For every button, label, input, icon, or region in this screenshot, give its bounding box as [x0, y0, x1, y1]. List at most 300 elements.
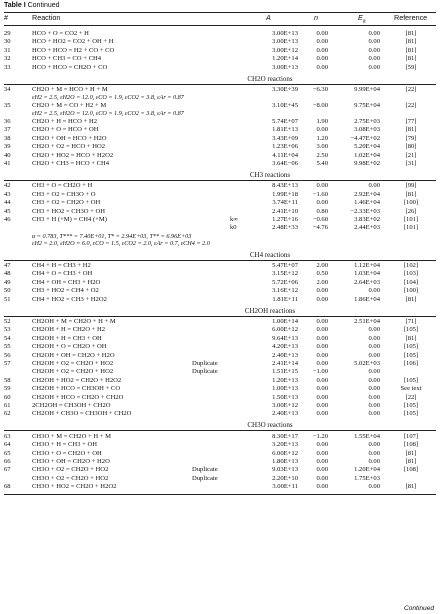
pre-exponential-a: 2.40E+13: [272, 410, 298, 418]
rate-parameters: εH2 = 2.0, εH2O = 6.0, εCO = 1.5, εCO2 = 2.0, εAr = 0.7, εCH4 = 2.0: [32, 240, 210, 248]
header-reaction: Reaction: [32, 13, 61, 22]
activation-energy: 0.00: [368, 334, 380, 342]
pre-exponential-a: 3.00E+13: [272, 30, 298, 37]
reference: [108]: [403, 441, 419, 449]
temperature-exponent-n: 0.00: [316, 441, 328, 449]
temperature-exponent-n: 0.00: [316, 182, 328, 190]
activation-energy: −2.33E+03: [350, 207, 380, 215]
activation-energy: 0.00: [368, 55, 380, 63]
reaction-equation: CH2OH + CH3O = CH3OH + CH2O: [32, 410, 132, 418]
activation-energy: 0.00: [368, 368, 380, 376]
reaction-equation: HCO + O = CO2 + H: [32, 30, 89, 37]
reaction-equation: CH4 + O = CH3 + OH: [32, 270, 93, 278]
activation-energy: 1.86E+04: [354, 295, 380, 303]
table-row: [4, 326, 436, 334]
activation-energy: 1.46E+04: [354, 199, 380, 207]
reference: [100]: [403, 287, 419, 295]
activation-energy: 2.51E+04: [354, 318, 380, 325]
reaction-equation: 2CH2OH = CH3OH + CH2O: [32, 402, 111, 409]
activation-energy: 2.92E+04: [354, 190, 380, 198]
reference: See text: [400, 385, 422, 393]
reaction-number: 57: [4, 360, 11, 367]
reaction-number: 34: [4, 86, 11, 93]
pre-exponential-a: 3.30E+39: [272, 86, 298, 93]
table-row: [4, 475, 436, 483]
reference: [105]: [403, 376, 419, 384]
activation-energy: 0.00: [368, 393, 380, 401]
table-continued-label: Continued: [27, 2, 60, 9]
temperature-exponent-n: 0.00: [316, 466, 328, 474]
reaction-equation: CH2O + H = HCO + H2: [32, 118, 98, 125]
activation-energy: 3.83E+02: [354, 216, 380, 223]
pre-exponential-a: 1.27E+16: [272, 216, 298, 223]
reaction-number: 46: [4, 216, 11, 223]
temperature-exponent-n: −1.60: [312, 190, 328, 198]
temperature-exponent-n: 0.00: [316, 30, 328, 37]
activation-energy: 0.00: [368, 449, 380, 457]
reference: [104]: [403, 278, 419, 286]
table-row: [4, 182, 436, 190]
temperature-exponent-n: 0.80: [316, 207, 328, 215]
activation-energy: 1.75E+03: [354, 474, 380, 482]
table-row: [4, 360, 436, 368]
reaction-number: 32: [4, 55, 11, 63]
activation-energy: 2.75E+03: [354, 118, 380, 125]
reference: [100]: [403, 199, 419, 207]
reference: [101]: [403, 216, 419, 223]
reaction-equation: CH2O + OH = HCO + H2O: [32, 134, 107, 142]
pre-exponential-a: 3.00E+11: [272, 483, 298, 491]
pre-exponential-a: 3.00E+12: [272, 402, 298, 409]
reference: [99]: [405, 182, 417, 190]
reaction-equation: CH2OH + H = CH3 + OH: [32, 334, 102, 342]
temperature-exponent-n: 0.50: [316, 270, 328, 278]
reaction-number: 60: [4, 393, 11, 401]
pre-exponential-a: 4.20E+13: [272, 343, 298, 351]
activation-energy: 0.00: [368, 441, 380, 449]
pre-exponential-a: 3.20E+13: [272, 441, 298, 449]
table-row: [4, 402, 436, 410]
table-row: [4, 55, 436, 63]
temperature-exponent-n: 0.00: [316, 63, 328, 71]
activation-energy: 9.99E+04: [354, 86, 380, 93]
table-row: [4, 102, 436, 110]
reference: [81]: [405, 46, 417, 54]
footer-continued: Continued: [403, 605, 434, 612]
pre-exponential-a: 3.00E+13: [272, 38, 298, 46]
pre-exponential-a: 1.00E+14: [272, 318, 298, 325]
reaction-equation: CH3 + O2 = CH2O + OH: [32, 199, 101, 207]
reference: [22]: [405, 86, 417, 93]
reaction-equation: CH2O + CH3 = HCO + CH4: [32, 160, 110, 167]
table-row: [4, 270, 436, 278]
activation-energy: 0.00: [368, 351, 380, 359]
activation-energy: 0.00: [368, 46, 380, 54]
activation-energy: 0.00: [368, 402, 380, 409]
table-row: [4, 483, 436, 491]
pre-exponential-a: 2.20E+10: [272, 474, 298, 482]
section-title: CH2O reactions: [247, 74, 293, 83]
header-ea: $E_a$: [358, 13, 366, 25]
temperature-exponent-n: 0.00: [316, 38, 328, 46]
reaction-equation: CH2OH + HO2 = CH2O + H2O2: [32, 376, 122, 384]
table-row: [4, 352, 436, 360]
activation-energy: −4.47E+02: [350, 134, 380, 142]
reaction-number: 29: [4, 30, 11, 37]
reaction-number: 40: [4, 151, 11, 159]
reaction-equation: CH3O + O2 = CH2O + HO2: [32, 474, 109, 482]
reaction-number: 44: [4, 199, 11, 207]
activation-energy: 0.00: [368, 483, 380, 491]
table-row: [4, 86, 436, 94]
temperature-exponent-n: 1.20: [316, 134, 328, 142]
reference: [71]: [405, 318, 417, 325]
bottom-rule: [4, 494, 436, 495]
reaction-number: 58: [4, 376, 11, 384]
table-row: [4, 262, 436, 270]
reaction-equation: CH2OH + HCO = CH3OH + CO: [32, 385, 121, 393]
temperature-exponent-n: 2.50: [316, 151, 328, 159]
table-row: [4, 47, 436, 55]
pre-exponential-a: 1.50E+13: [272, 393, 298, 401]
pre-exponential-a: 4.11E+04: [272, 151, 298, 159]
pre-exponential-a: 1.00E+13: [272, 385, 298, 393]
table-title: [4, 2, 60, 9]
reference: [77]: [405, 118, 417, 125]
activation-energy: 2.64E+03: [354, 278, 380, 286]
table-row: [4, 118, 436, 126]
reference: [105]: [403, 402, 419, 409]
activation-energy: 0.00: [368, 287, 380, 295]
activation-energy: 1.20E+04: [354, 466, 380, 474]
reaction-number: 37: [4, 126, 11, 134]
rate-parameters: εH2 = 2.5, εH2O = 12.0, εCO = 1.9, εCO2 = 3.8, εAr = 0.87: [32, 94, 184, 102]
table-row: [4, 38, 436, 46]
reference: [81]: [405, 30, 417, 37]
reaction-number: 54: [4, 334, 11, 342]
temperature-exponent-n: 0.00: [316, 458, 328, 465]
section-rule: [4, 316, 436, 317]
duplicate-note: Duplicate: [192, 466, 218, 474]
table-row: [4, 191, 436, 199]
temperature-exponent-n: 0.00: [316, 483, 328, 491]
table-label: Table I: [4, 2, 26, 9]
duplicate-note: Duplicate: [192, 360, 218, 367]
activation-energy: 9.75E+04: [354, 102, 380, 109]
table-row: [4, 64, 436, 72]
pre-exponential-a: 1.20E+13: [272, 376, 298, 384]
reaction-number: 36: [4, 118, 11, 125]
pre-exponential-a: 8.43E+13: [272, 182, 298, 190]
temperature-exponent-n: −8.00: [312, 102, 328, 109]
temperature-exponent-n: −0.60: [312, 216, 328, 223]
reaction-equation: CH2O + O2 = HCO + HO2: [32, 143, 106, 151]
table-row: [4, 279, 436, 287]
reaction-equation: CH3 + O = CH2O + H: [32, 182, 93, 190]
temperature-exponent-n: 0.00: [316, 334, 328, 342]
reference: [105]: [403, 343, 419, 351]
pre-exponential-a: 3.16E+12: [272, 287, 298, 295]
pre-exponential-a: 2.41E+14: [272, 360, 298, 367]
reaction-number: 59: [4, 385, 11, 393]
reaction-number: 35: [4, 102, 11, 109]
reaction-number: 48: [4, 270, 11, 278]
header-rule: [4, 25, 436, 26]
reaction-equation: CH4 + OH = CH3 + H2O: [32, 278, 101, 286]
reaction-number: 38: [4, 134, 11, 142]
table-row: [4, 160, 436, 168]
pre-exponential-a: 1.20E+14: [272, 55, 298, 63]
pre-exponential-a: 9.64E+13: [272, 334, 298, 342]
section-title: CH4 reactions: [249, 250, 291, 259]
temperature-exponent-n: 0.00: [316, 474, 328, 482]
activation-energy: 5.20E+04: [354, 143, 380, 151]
reference: [81]: [405, 334, 417, 342]
reference: [21]: [405, 151, 417, 159]
reaction-number: 33: [4, 63, 11, 71]
reference: [108]: [403, 466, 419, 474]
reaction-equation: CH2OH + O2 = CH2O + HO2: [32, 360, 114, 367]
pre-exponential-a: 3.00E+12: [272, 46, 298, 54]
temperature-exponent-n: 0.00: [316, 385, 328, 393]
pre-exponential-a: 3.74E+11: [272, 199, 298, 207]
section-rule: [4, 180, 436, 181]
reference: [31]: [405, 160, 417, 167]
reaction-number: 66: [4, 458, 11, 465]
activation-energy: 0.00: [368, 30, 380, 37]
reaction-equation: CH2O + M = CO + H2 + M: [32, 102, 107, 109]
section-title: CH3O reactions: [247, 421, 293, 430]
temperature-exponent-n: 5.40: [316, 160, 328, 167]
reaction-equation: HCO + HCO = CH2O + CO: [32, 63, 108, 71]
reference: [79]: [405, 134, 417, 142]
reaction-number: 45: [4, 207, 11, 215]
temperature-exponent-n: 0.00: [316, 376, 328, 384]
reaction-equation: CH3 + H (+M) = CH4 (+M): [32, 216, 107, 223]
table-row: [4, 135, 436, 143]
rate-parameters: α = 0.783, T*** = 7.40E+01, T* = 2.94E+03, T** = 6.96E+03: [32, 232, 192, 240]
activation-energy: 0.00: [368, 182, 380, 190]
table-row: [4, 224, 436, 232]
pre-exponential-a: 8.30E+17: [272, 432, 298, 440]
reference: [103]: [403, 270, 419, 278]
reaction-number: 31: [4, 46, 11, 54]
reaction-equation: CH2OH + H = CH2O + H2: [32, 326, 106, 334]
section-rule: [4, 84, 436, 85]
pre-exponential-a: 3.15E+12: [272, 270, 298, 278]
duplicate-note: Duplicate: [192, 474, 218, 482]
reference: [105]: [403, 351, 419, 359]
top-rule: [4, 12, 436, 13]
reaction-equation: HCO + CH3 = CO + CH4: [32, 55, 102, 63]
reaction-number: 63: [4, 432, 11, 440]
reaction-number: 49: [4, 278, 11, 286]
pre-exponential-a: 2.41E+10: [272, 207, 298, 215]
section-title: CH3 reactions: [249, 170, 291, 179]
reference: [106]: [403, 360, 419, 367]
header-reference: Reference: [394, 13, 428, 22]
header-a: A: [266, 13, 271, 22]
pre-exponential-a: 5.72E+06: [272, 278, 298, 286]
reaction-equation: CH2OH + HCO = CH2O + CH2O: [32, 393, 124, 401]
section-rule: [4, 260, 436, 261]
temperature-exponent-n: −4.76: [312, 224, 328, 232]
temperature-exponent-n: 0.00: [316, 360, 328, 367]
header-n: n: [314, 13, 318, 22]
reaction-number: 39: [4, 143, 11, 151]
reaction-equation: HCO + HCO = H2 + CO + CO: [32, 46, 115, 54]
rate-limit-label: k0: [230, 224, 237, 232]
reference: [81]: [405, 458, 417, 465]
activation-energy: 5.02E+03: [354, 360, 380, 367]
reaction-number: 51: [4, 295, 11, 303]
table-row: [4, 152, 436, 160]
reaction-equation: CH2OH + M = CH2O + H + M: [32, 318, 116, 325]
reaction-equation: CH4 + H = CH3 + H2: [32, 262, 91, 269]
reaction-equation: CH2O + HO2 = HCO + H2O2: [32, 151, 114, 159]
activation-energy: 0.00: [368, 376, 380, 384]
reference: [81]: [405, 483, 417, 491]
temperature-exponent-n: −1.00: [312, 368, 328, 376]
temperature-exponent-n: 0.00: [316, 410, 328, 418]
table-row: [4, 343, 436, 351]
table-row: [4, 318, 436, 326]
reaction-equation: CH3O + OH = CH2O + H2O: [32, 458, 110, 465]
temperature-exponent-n: 0.00: [316, 126, 328, 134]
reaction-equation: CH2O + M = HCO + H + M: [32, 86, 108, 93]
table-row: [4, 296, 436, 304]
reaction-equation: CH4 + HO2 = CH3 + H2O2: [32, 295, 107, 303]
reaction-number: 55: [4, 343, 11, 351]
reaction-number: 65: [4, 449, 11, 457]
reaction-number: 64: [4, 441, 11, 449]
reaction-equation: CH3O + M = CH2O + H + M: [32, 432, 111, 440]
reference: [22]: [405, 393, 417, 401]
reaction-equation: CH3O + HO2 = CH2O + H2O2: [32, 483, 117, 491]
reference: [59]: [405, 63, 417, 71]
reaction-number: 53: [4, 326, 11, 334]
table-row: [4, 30, 436, 38]
header-num: #: [4, 13, 8, 22]
rate-limit-label: k∞: [230, 216, 238, 223]
reaction-number: 62: [4, 410, 11, 418]
activation-energy: 0.00: [368, 38, 380, 46]
reaction-equation: CH3O + O = CH2O + OH: [32, 449, 102, 457]
reaction-equation: CH3O + H = CH3 + OH: [32, 441, 98, 449]
temperature-exponent-n: −1.20: [312, 432, 328, 440]
reaction-equation: CH2OH + O2 = CH2O + HO2: [32, 368, 114, 376]
temperature-exponent-n: 0.00: [316, 393, 328, 401]
temperature-exponent-n: 0.00: [316, 55, 328, 63]
activation-energy: 1.02E+04: [354, 151, 380, 159]
reference: [81]: [405, 449, 417, 457]
pre-exponential-a: 1.80E+13: [272, 458, 298, 465]
activation-energy: 0.00: [368, 326, 380, 334]
reference: [107]: [403, 432, 419, 440]
table-row: [4, 199, 436, 207]
reaction-number: 67: [4, 466, 11, 474]
activation-energy: 0.00: [368, 458, 380, 465]
reference: [81]: [405, 55, 417, 63]
reaction-equation: CH2OH + OH = CH2O + H2O: [32, 351, 115, 359]
reference: [101]: [403, 224, 419, 232]
temperature-exponent-n: 0.00: [316, 326, 328, 334]
reference: [22]: [405, 102, 417, 109]
reaction-number: 42: [4, 182, 11, 190]
table-row: [4, 368, 436, 376]
reaction-number: 56: [4, 351, 11, 359]
reaction-number: 50: [4, 287, 11, 295]
temperature-exponent-n: 3.00: [316, 143, 328, 151]
activation-energy: 1.03E+04: [354, 270, 380, 278]
table-row: [4, 126, 436, 134]
temperature-exponent-n: 0.00: [316, 46, 328, 54]
activation-energy: 0.00: [368, 385, 380, 393]
pre-exponential-a: 3.10E+45: [272, 102, 298, 109]
reaction-equation: CH2OH + O = CH2O + OH: [32, 343, 107, 351]
temperature-exponent-n: 0.00: [316, 449, 328, 457]
reaction-number: 52: [4, 318, 11, 325]
table-row: [4, 335, 436, 343]
temperature-exponent-n: 2.00: [316, 262, 328, 269]
table-row: [4, 458, 436, 466]
temperature-exponent-n: 0.00: [316, 402, 328, 409]
reaction-equation: CH3O + O2 = CH2O + HO2: [32, 466, 109, 474]
pre-exponential-a: 9.03E+13: [272, 466, 298, 474]
reaction-number: 47: [4, 262, 11, 269]
temperature-exponent-n: 0.00: [316, 295, 328, 303]
reaction-equation: CH3 + HO2 = CH4 + O2: [32, 287, 99, 295]
temperature-exponent-n: 0.00: [316, 343, 328, 351]
pre-exponential-a: 1.99E+18: [272, 190, 298, 198]
section-rule: [4, 430, 436, 431]
activation-energy: 1.12E+04: [354, 262, 380, 269]
pre-exponential-a: 1.23E+06: [272, 143, 298, 151]
table-row: [4, 216, 436, 224]
activation-energy: 0.00: [368, 410, 380, 418]
table-row: [4, 450, 436, 458]
activation-energy: 9.98E+02: [354, 160, 380, 167]
pre-exponential-a: 1.81E+11: [272, 295, 298, 303]
table-row: [4, 377, 436, 385]
table-row: [4, 385, 436, 393]
reaction-equation: CH3 + HO2 = CH3O + OH: [32, 207, 106, 215]
pre-exponential-a: 2.48E+33: [272, 224, 298, 232]
reaction-number: 61: [4, 402, 11, 409]
temperature-exponent-n: 0.00: [316, 287, 328, 295]
table-row: [4, 433, 436, 441]
temperature-exponent-n: 1.90: [316, 118, 328, 125]
rate-parameters: εH2 = 2.5, εH2O = 12.0, εCO = 1.9, εCO2 = 3.8, εAr = 0.87: [32, 110, 184, 118]
reference: [81]: [405, 295, 417, 303]
pre-exponential-a: 5.47E+07: [272, 262, 298, 269]
pre-exponential-a: 6.00E+12: [272, 449, 298, 457]
reaction-number: 43: [4, 190, 11, 198]
reaction-number: 41: [4, 160, 11, 167]
pre-exponential-a: 6.00E+12: [272, 326, 298, 334]
reference: [26]: [405, 207, 417, 215]
reaction-equation: CH3 + O2 = CH3O + O: [32, 190, 96, 198]
section-title: CH2OH reactions: [244, 306, 296, 315]
table-row: [4, 394, 436, 402]
pre-exponential-a: 3.64E−06: [272, 160, 298, 167]
table-row: [4, 143, 436, 151]
reaction-equation: CH2O + O = HCO + OH: [32, 126, 99, 134]
table-row: [4, 410, 436, 418]
reference: [105]: [403, 410, 419, 418]
pre-exponential-a: 3.43E+09: [272, 134, 298, 142]
table-row: [4, 208, 436, 216]
